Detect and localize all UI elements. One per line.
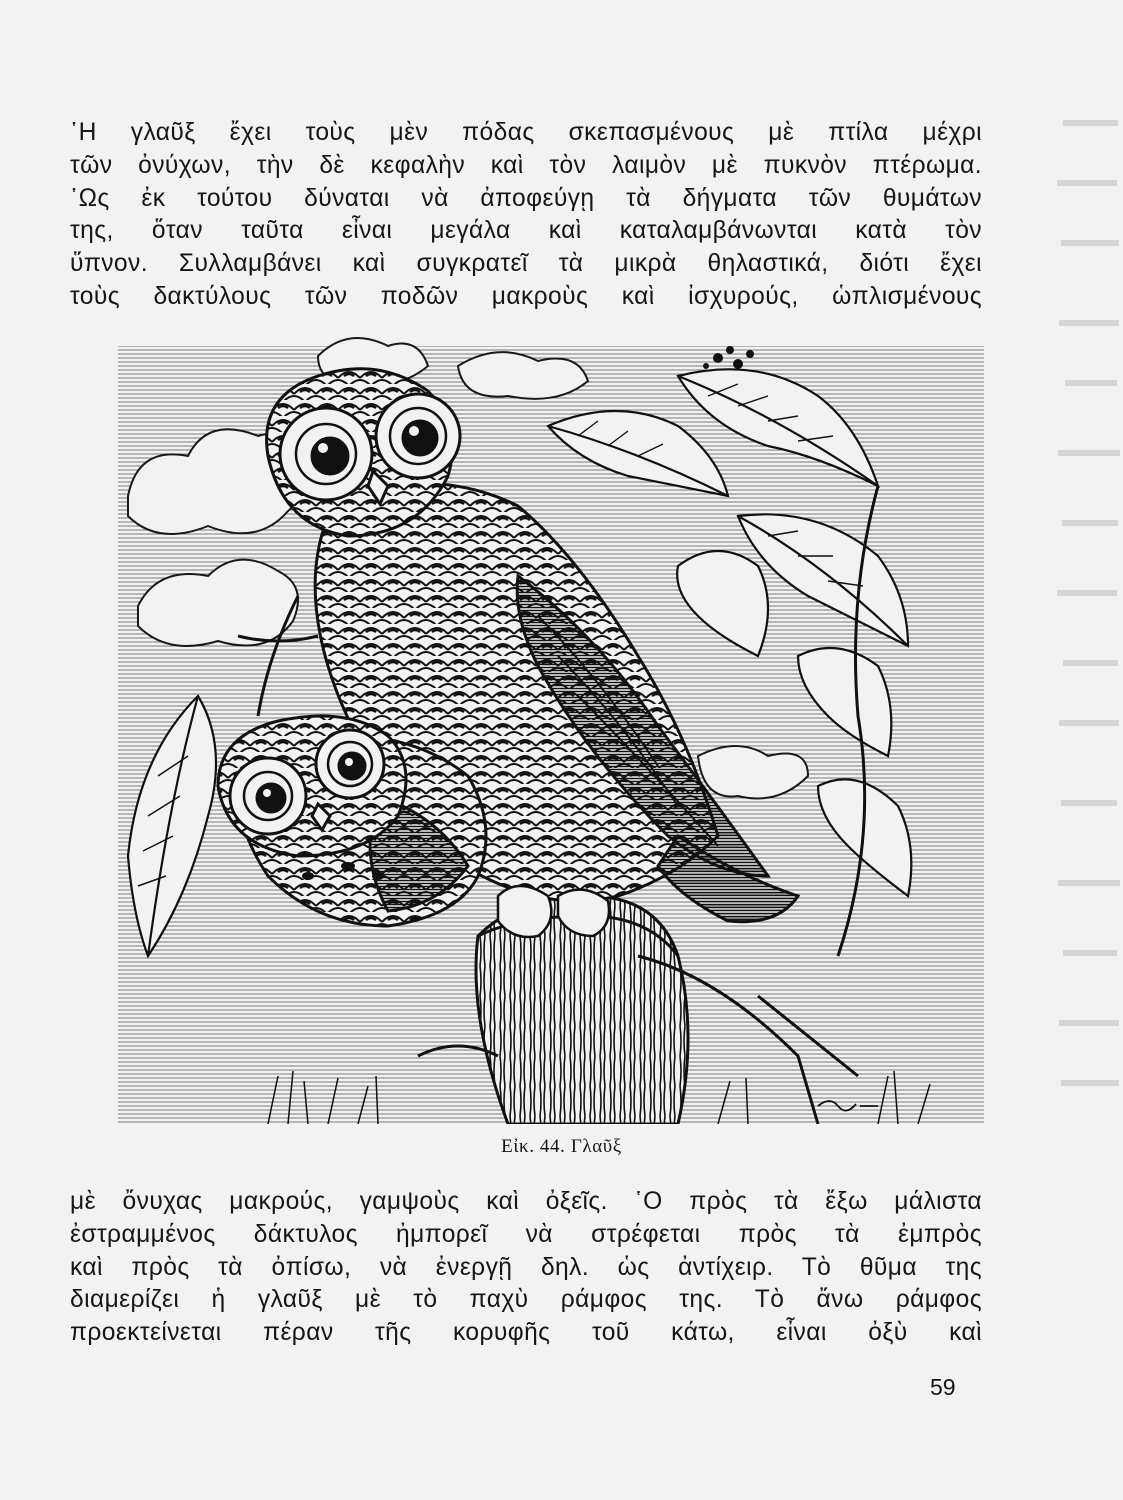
top-paragraph (70, 117, 982, 314)
bottom-paragraph (70, 1186, 982, 1350)
text-line: ῾Η γλαῦξ ἔχει τοὺς μὲν πόδας σκεπασμένους μὲ πτίλα μέχρι (70, 119, 982, 146)
owl-illustration (118, 336, 984, 1124)
text-line: μὲ ὄνυχας μακρούς, γαμψοὺς καὶ ὀξεῖς. ῾Ο πρὸς τὰ ἔξω μάλιστα (70, 1188, 982, 1215)
page-number: 59 (930, 1374, 956, 1400)
text-line: προεκτείνεται πέραν τῆς κορυφῆς τοῦ κάτω, εἶναι ὀξὺ καὶ (70, 1319, 982, 1347)
text-line: ὕπνον. Συλλαμβάνει καὶ συγκρατεῖ τὰ μικρὰ θηλαστικά, διότι ἔχει (70, 250, 982, 278)
text-line: τῶν ὀνύχων, τὴν δὲ κεφαλὴν καὶ τὸν λαιμὸν μὲ πυκνὸν πτέρωμα. (70, 151, 982, 179)
figure-caption: Εἰκ. 44. Γλαῦξ (501, 1136, 622, 1157)
text-line: ῾Ως ἐκ τούτου δύναται νὰ ἀποφεύγῃ τὰ δήγματα τῶν θυμάτων (70, 184, 982, 212)
text-line: της, ὅταν ταῦτα εἶναι μεγάλα καὶ καταλαμβάνωνται κατὰ τὸν (70, 217, 982, 245)
text-line: ἐστραμμένος δάκτυλος ἠμπορεῖ νὰ στρέφεται πρὸς τὰ ἐμπρὸς (70, 1220, 982, 1248)
text-line: καὶ πρὸς τὰ ὀπίσω, νὰ ἐνεργῇ δηλ. ὡς ἀντίχειρ. Τὸ θῦμα της (70, 1253, 982, 1281)
show-through-marks (1053, 120, 1123, 1120)
owl-engraving-icon (118, 336, 984, 1124)
text-line: τοὺς δακτύλους τῶν ποδῶν μακροὺς καὶ ἰσχυρούς, ὡπλισμένους (70, 282, 982, 310)
text-line: διαμερίζει ἡ γλαῦξ μὲ τὸ παχὺ ράμφος της. Τὸ ἄνω ράμφος (70, 1286, 982, 1314)
